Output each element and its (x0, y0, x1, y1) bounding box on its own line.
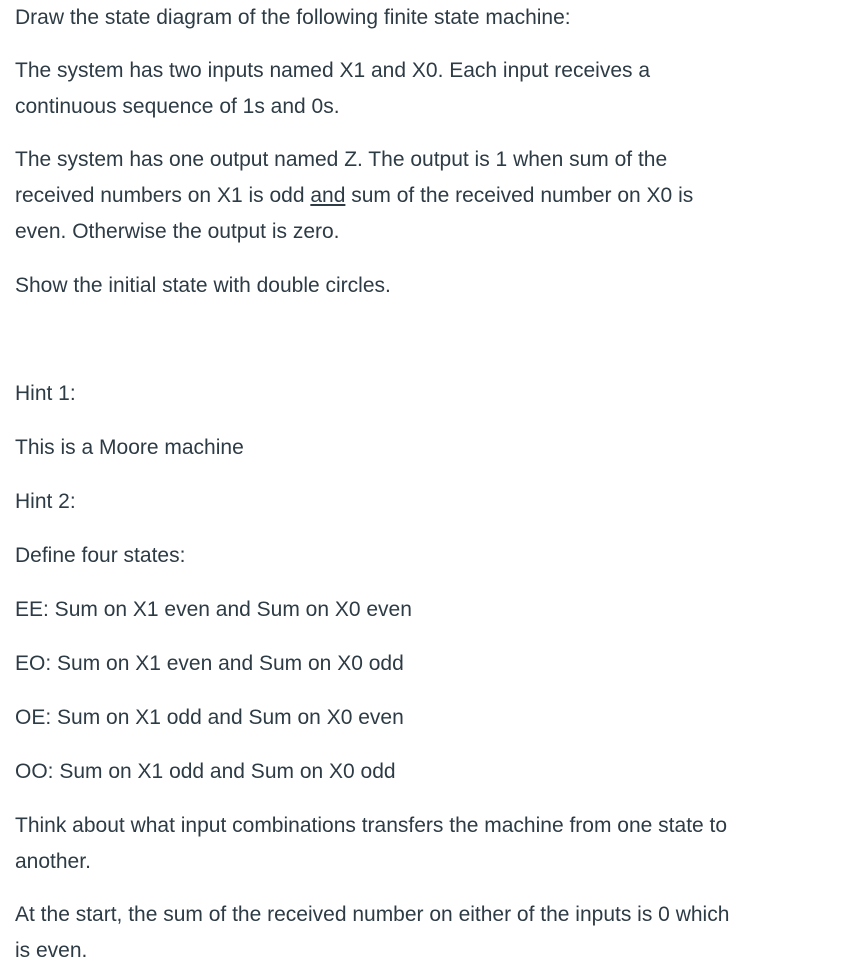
output-line-2-pre: received numbers on X1 is odd (15, 184, 311, 207)
output-description-line-1: The system has one output named Z. The output is 1 when sum of the (15, 148, 668, 171)
hint-1-label: Hint 1: (15, 382, 76, 405)
initial-state-instruction: Show the initial state with double circles. (15, 274, 391, 297)
output-line-2-post: sum of the received number on X0 is (345, 184, 694, 207)
output-description-line-3: even. Otherwise the output is zero. (15, 220, 340, 243)
think-line-2: another. (15, 850, 91, 873)
question-title: Draw the state diagram of the following finite state machine: (15, 6, 571, 29)
underlined-and: and (310, 184, 346, 207)
start-line-1: At the start, the sum of the received number on either of the inputs is 0 which (15, 903, 730, 926)
start-line-2: is even. (15, 939, 88, 962)
state-ee-definition: EE: Sum on X1 even and Sum on X0 even (15, 598, 412, 621)
output-description-line-2 (15, 178, 693, 214)
state-oe-definition: OE: Sum on X1 odd and Sum on X0 even (15, 706, 404, 729)
hint-2-label: Hint 2: (15, 490, 76, 513)
inputs-description-line-2: continuous sequence of 1s and 0s. (15, 95, 340, 118)
inputs-description-line-1: The system has two inputs named X1 and X0. Each input receives a (15, 59, 651, 82)
define-states-text: Define four states: (15, 544, 186, 567)
hint-1-text: This is a Moore machine (15, 436, 244, 459)
state-oo-definition: OO: Sum on X1 odd and Sum on X0 odd (15, 760, 396, 783)
state-eo-definition: EO: Sum on X1 even and Sum on X0 odd (15, 652, 404, 675)
think-line-1: Think about what input combinations transfers the machine from one state to (15, 814, 728, 837)
